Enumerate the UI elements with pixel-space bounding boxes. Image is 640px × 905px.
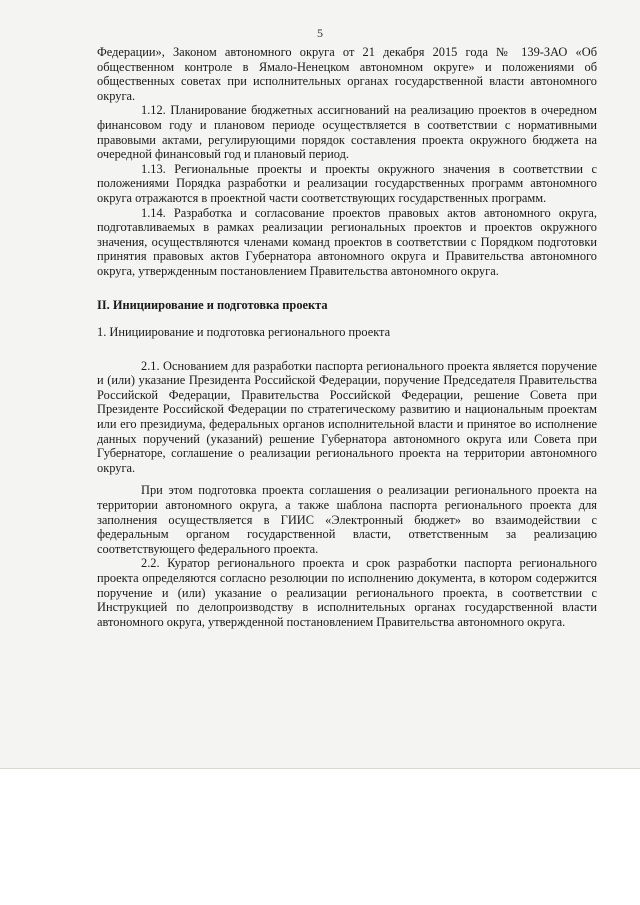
blank-area <box>0 769 640 905</box>
paragraph-1-13: 1.13. Региональные проекты и проекты окружного значения в соответствии с положениями Порядка разработки и реализации государственных программ автономного округа отражаются в проектной части соответствующих государственных программ. <box>97 161 597 205</box>
document-body <box>97 45 597 629</box>
paragraph-1-12: 1.12. Планирование бюджетных ассигнований на реализацию проектов в очередном финансовом году и плановом периоде осуществляется в соответствии с нормативными правовыми актами, регулирующими порядок составления проекта окружного бюджета на очередной финансовый год и плановый период. <box>97 103 597 162</box>
page-number: 5 <box>317 26 323 40</box>
paragraph-2-2: 2.2. Куратор регионального проекта и срок разработки паспорта регионального проекта определяются согласно резолюции по исполнению документа, в котором содержится поручение и (или) указание о реализации регионального проекта, в соответствии с Инструкцией по делопроизводству в исполнительных органах государственной власти автономного округа, утвержденной постановлением Правительства автономного округа. <box>97 556 597 629</box>
paragraph-2-1: 2.1. Основанием для разработки паспорта регионального проекта является поручение и (или) указание Президента Российской Федерации, поручение Председателя Правительства Российской Федерации, Правительства Российской Федерации, решение Совета при Президенте Российской Федерации по стратегическому развитию и национальным проектам или его президиума, федеральных органов исполнительной власти и принятое во исполнение данных поручений (указаний) решение Губернатора автономного округа или Совета при Губернаторе, соглашение о реализации регионального проекта на территории автономного округа. <box>97 358 597 475</box>
paragraph-2-1-continued: При этом подготовка проекта соглашения о реализации регионального проекта на территории автономного округа, а также шаблона паспорта регионального проекта для заполнения осуществляется в ГИИС «Электронный бюджет» во взаимодействии с федеральным органом государственной власти, ответственным за реализацию соответствующего федерального проекта. <box>97 483 597 556</box>
paragraph-continuation: Федерации», Законом автономного округа от 21 декабря 2015 года № 139-ЗАО «Об общественном контроле в Ямало-Ненецком автономном округе» и положениями об общественных советах при исполнительных органах государственной власти автономного округа. <box>97 45 597 103</box>
section-title: II. Инициирование и подготовка проекта <box>97 297 328 312</box>
paragraph-1-14: 1.14. Разработка и согласование проектов правовых актов автономного округа, подготавливаемых в рамках реализации региональных проектов и проектов окружного значения, осуществляются членами команд проектов в соответствии с Порядком подготовки принятия правовых актов Губернатора автономного округа и Правительства автономного округа, утвержденным постановлением Правительства автономного округа. <box>97 205 597 278</box>
subsection-title: 1. Инициирование и подготовка регионального проекта <box>97 325 391 340</box>
